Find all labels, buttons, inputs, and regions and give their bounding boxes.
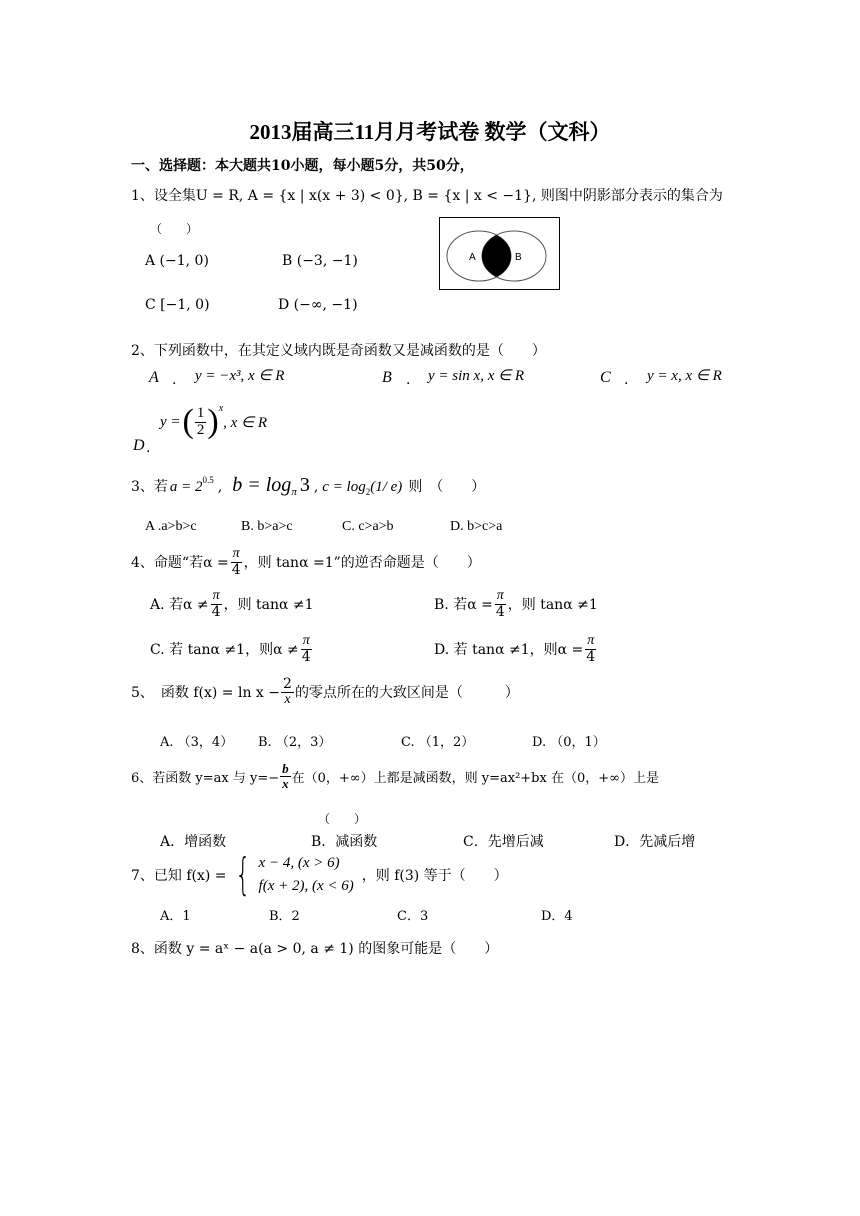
q5-stem-post: 的零点所在的大致区间是（ ） xyxy=(294,685,519,702)
q4b-fraction xyxy=(494,589,507,619)
question-2-option-d xyxy=(160,405,267,439)
question-4-option-c xyxy=(150,634,314,664)
question-2-stem: 2、下列函数中，在其定义域内既是奇函数又是减函数的是（ ） xyxy=(131,343,546,359)
question-1-paren: （ ） xyxy=(150,222,199,236)
q4c-pre: C. 若 tanα ≠1，则α ≠ xyxy=(150,642,299,659)
question-3-option-d: D. b>c>a xyxy=(450,519,503,534)
q4a-pre: A. 若α ≠ xyxy=(150,597,209,614)
q4-stem-post: ，则 tanα =1”的逆否命题是（ ） xyxy=(243,555,481,572)
venn-label-a: A xyxy=(469,252,476,263)
q7-stem-post: ，则 f(3) 等于（ ） xyxy=(361,867,508,884)
q7-case-1: x − 4, (x > 6) xyxy=(258,855,340,871)
q5-fraction xyxy=(281,677,294,707)
q4b-num: π xyxy=(496,588,504,603)
question-2-dot-a: . xyxy=(172,372,177,388)
question-4-stem xyxy=(131,547,481,577)
q4c-num: π xyxy=(302,633,310,648)
question-7-option-a: A．1 xyxy=(160,909,191,924)
q4d-pre: D. 若 tanα ≠1，则α = xyxy=(434,642,584,659)
q2d-exp: x xyxy=(218,403,224,414)
q5-num: 2 xyxy=(283,676,292,692)
question-6-option-c: C．先增后减 xyxy=(463,834,544,850)
q4b-post: ，则 tanα ≠1 xyxy=(507,597,598,614)
q4b-den: 4 xyxy=(495,603,505,620)
q4a-den: 4 xyxy=(211,603,221,620)
q2d-den: 2 xyxy=(196,421,205,438)
q4d-num: π xyxy=(587,633,595,648)
venn-label-b: B xyxy=(515,252,522,263)
q2d-post: , x ∈ R xyxy=(223,414,268,431)
q4-den: 4 xyxy=(231,561,241,578)
q3-prefix: 3、若 xyxy=(131,479,168,495)
q5-den: x xyxy=(284,691,291,707)
question-7-option-b: B．2 xyxy=(269,909,300,924)
question-7-stem xyxy=(131,848,508,900)
question-3-option-c: C. c>a>b xyxy=(342,519,394,534)
question-2-option-d-label: D xyxy=(133,437,145,454)
q3-c-expr: c = log xyxy=(322,479,366,495)
q4d-fraction xyxy=(584,634,597,664)
q3-a-exp: 0.5 xyxy=(202,475,214,485)
q6-stem-post: 在（0，+∞）上都是减函数，则 y=ax²+bx 在（0，+∞）上是 xyxy=(291,770,659,786)
section-heading: 一、选择题：本大题共10小题，每小题5分，共50分， xyxy=(131,158,474,174)
question-2-option-a-label: A xyxy=(149,369,159,386)
question-3-option-b: B. b>a>c xyxy=(241,519,293,534)
q5-stem-pre: 5、 函数 f(x) = ln x − xyxy=(131,685,281,702)
question-5-stem xyxy=(131,677,519,707)
question-5-option-b: B. （2，3） xyxy=(258,735,332,750)
q3-b-expr: b = log xyxy=(232,474,292,496)
question-5-option-d: D. （0，1） xyxy=(532,735,606,750)
question-6-option-d: D．先减后增 xyxy=(614,834,696,850)
question-1-stem: 1、设全集U = R, A = {x | x(x + 3) < 0}, B = {x | x < −1}, 则图中阴影部分表示的集合为 xyxy=(131,188,723,204)
question-5-option-c: C. （1，2） xyxy=(401,735,475,750)
q2d-fraction xyxy=(195,406,207,439)
question-6-option-a: A．增函数 xyxy=(160,834,227,850)
question-8-stem: 8、函数 y = aˣ − a(a > 0, a ≠ 1) 的图象可能是（ ） xyxy=(131,941,499,957)
q3-b-val: 3 xyxy=(299,474,310,496)
q3-comma-1: , xyxy=(217,479,223,495)
q2d-pre: y = xyxy=(160,413,181,430)
q3-a-expr: a = 2 xyxy=(169,479,203,495)
question-7-option-d: D．4 xyxy=(541,909,573,924)
question-6-paren: （ ） xyxy=(318,812,367,826)
q4a-post: ，则 tanα ≠1 xyxy=(223,597,314,614)
question-3-option-a: A .a>b>c xyxy=(145,519,197,534)
q4-num: π xyxy=(232,546,240,561)
question-2-dot-b: . xyxy=(406,372,411,388)
q4d-den: 4 xyxy=(586,648,596,665)
q3-then: 则 （ ） xyxy=(408,479,486,495)
q2d-paren-close: ) xyxy=(207,403,219,440)
question-6-stem xyxy=(131,762,659,790)
question-2-option-b: y = sin x, x ∈ R xyxy=(428,368,525,384)
q4-fraction xyxy=(230,547,243,577)
question-4-option-a xyxy=(150,589,314,619)
question-4-option-d xyxy=(434,634,598,664)
q7-brace: { xyxy=(234,848,251,900)
question-2-dot-c: . xyxy=(624,372,629,388)
q3-c-sub: 2 xyxy=(365,487,371,497)
q4c-den: 4 xyxy=(301,648,311,665)
exam-title: 2013届高三11月月考试卷 数学（文科） xyxy=(249,120,611,144)
q2d-num: 1 xyxy=(196,404,205,421)
q7-stem-pre: 7、已知 f(x) = xyxy=(131,867,227,884)
question-2-option-c-label: C xyxy=(600,369,611,386)
question-1-option-d: D (−∞, −1) xyxy=(278,297,358,313)
question-1-option-b: B (−3, −1) xyxy=(282,253,358,269)
q3-b-sub: π xyxy=(291,486,297,498)
q4a-num: π xyxy=(212,588,220,603)
q4c-fraction xyxy=(300,634,313,664)
question-2-option-a: y = −x³, x ∈ R xyxy=(195,368,285,384)
question-4-option-b xyxy=(434,589,598,619)
venn-diagram xyxy=(439,217,560,290)
q4-stem-pre: 4、命题“若α = xyxy=(131,555,229,572)
q4a-fraction xyxy=(210,589,223,619)
question-1-option-c: C [−1, 0) xyxy=(145,297,210,313)
question-2-option-b-label: B xyxy=(382,369,392,386)
q4b-pre: B. 若α = xyxy=(434,597,493,614)
question-6-option-b: B．减函数 xyxy=(311,834,378,850)
question-7-option-c: C．3 xyxy=(397,909,429,924)
q2d-paren-open: ( xyxy=(182,403,194,440)
question-2-dot-d: . xyxy=(146,440,151,456)
question-5-option-a: A. （3，4） xyxy=(160,735,234,750)
question-3-line xyxy=(131,474,485,497)
question-1-option-a: A (−1, 0) xyxy=(145,253,209,269)
q7-cases xyxy=(259,852,354,897)
q6-stem-pre: 6、若函数 y=ax 与 y=− xyxy=(131,770,280,786)
q3-comma-2: , xyxy=(313,479,319,495)
q6-num: b xyxy=(282,761,289,776)
question-2-option-c: y = x, x ∈ R xyxy=(647,368,722,384)
q6-fraction xyxy=(280,762,291,790)
q7-case-2: f(x + 2), (x < 6) xyxy=(258,877,354,894)
q3-c-val: (1/ e) xyxy=(370,479,403,495)
q6-den: x xyxy=(282,775,289,791)
